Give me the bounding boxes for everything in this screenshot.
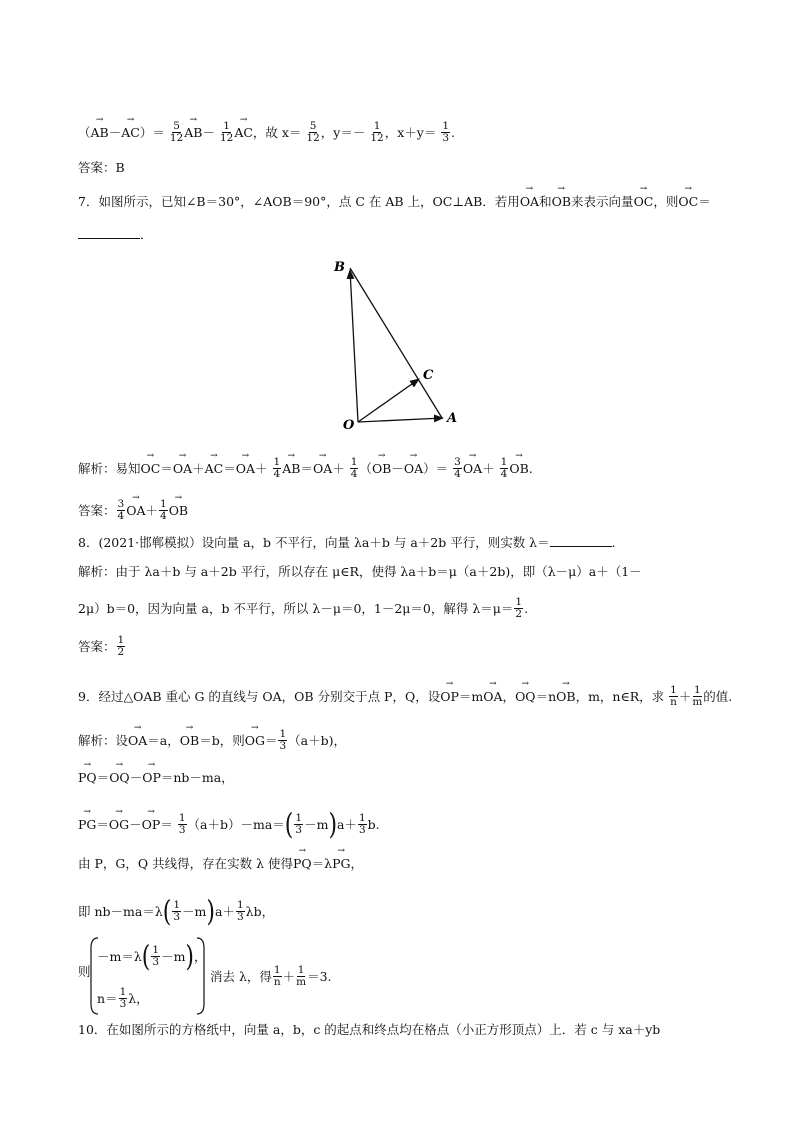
label-O: O bbox=[343, 418, 355, 433]
vector-OB bbox=[350, 270, 358, 422]
solution-7: 解析：易知→ OC＝→ OA＋→ AC＝→ OA＋ $\frac{1}{4}$ → AB＝→ OA＋ $\frac{1}{4}$ （→ OB－→ OA）＝ $\frac{3}{4}$ → OA＋ $\frac{1}{4}$ → OB. bbox=[78, 458, 533, 481]
solution-9-conclusion: 消去 λ，得 $\frac{1}{n}$ ＋ $\frac{1}{m}$ ＝3. bbox=[210, 964, 332, 989]
label-B: B bbox=[334, 260, 345, 275]
system-row-1: －m＝λ( $\frac{1}{3}$ －m)， bbox=[97, 940, 207, 974]
solution-9-line1: 解析：设→ OA＝a，→ OB＝b，则→ OG＝ $\frac{1}{3}$ （a＋b)， bbox=[78, 730, 346, 753]
answer-blank bbox=[78, 228, 140, 239]
solution-9-line5: 即 nb－ma＝λ( $\frac{1}{3}$ －m)a＋ $\frac{1}{3}$ λb， bbox=[78, 895, 275, 929]
question-9: 9．经过△OAB 重心 G 的直线与 OA，OB 分别交于点 P，Q，设→ OP＝m→ OA，→ OQ＝n→ OB，m，n∈R，求 $\frac{1}{n}$ ＋ $\frac{1}{m}$ 的值. bbox=[78, 686, 732, 709]
vector-OC bbox=[358, 379, 419, 422]
question-8: 8．(2021·邯郸模拟）设向量 a，b 不平行，向量 λa＋b 与 a＋2b 平行，则实数 λ＝ . bbox=[78, 535, 616, 550]
solution-9-line4: 由 P，G，Q 共线得，存在实数 λ 使得→ PQ＝λ→ PG， bbox=[78, 858, 363, 871]
answer-8: 答案： $\frac{1}{2}$ bbox=[78, 634, 125, 659]
vector-OA bbox=[358, 418, 443, 422]
label-A: A bbox=[447, 411, 458, 426]
solution-8-line1: 解析：由于 λa＋b 与 a＋2b 平行，所以存在 μ∈R，使得 λa＋b＝μ（a＋2b)，即（λ－μ）a＋（1－ bbox=[78, 564, 642, 579]
label-C: C bbox=[423, 368, 434, 383]
question-7-blank: ． bbox=[78, 228, 153, 242]
solution-8-line2: 2μ）b＝0，因为向量 a，b 不平行，所以 λ－μ＝0，1－2μ＝0，解得 λ＝μ＝ $\frac{1}{2}$ . bbox=[78, 596, 529, 621]
triangle-figure bbox=[320, 248, 480, 438]
system-row-2: n＝ $\frac{1}{3}$ λ， bbox=[97, 986, 149, 1011]
question-7: 7．如图所示，已知∠B＝30°，∠AOB＝90°，点 C 在 AB 上，OC⊥AB．若用→ OA和→ OB来表示向量→ OC，则→ OC＝ bbox=[78, 196, 711, 209]
answer-7: 答案： $\frac{3}{4}$ → OA＋ $\frac{1}{4}$ → OB bbox=[78, 500, 188, 523]
solution-9-line3: → PG＝→ OG－→ OP＝ $\frac{1}{3}$ （a＋b）－ma＝( $\frac{1}{3}$ －m)a＋ $\frac{1}{3}$ b. bbox=[78, 814, 380, 837]
solution-9-line2: → PQ＝→ OQ－→ OP＝nb－ma， bbox=[78, 772, 234, 785]
answer-blank bbox=[550, 536, 612, 547]
system-brace-right bbox=[196, 936, 206, 1016]
solution-9-line6-label: 则 bbox=[78, 964, 91, 979]
answer-6: 答案：B bbox=[78, 160, 125, 175]
question-10: 10．在如图所示的方格纸中，向量 a，b，c 的起点和终点均在格点（小正方形顶点）上．若 c 与 xa＋yb bbox=[78, 1022, 661, 1037]
sol6-line: （→ AB－→ AC）＝ $\frac{5}{12}$ → AB－ $\frac{1}{12}$ → AC，故 x＝ $\frac{5}{12}$ ，y＝－ $\frac{1}{12}$ ，x＋y＝ $\frac{1}{3}$ . bbox=[78, 122, 455, 145]
